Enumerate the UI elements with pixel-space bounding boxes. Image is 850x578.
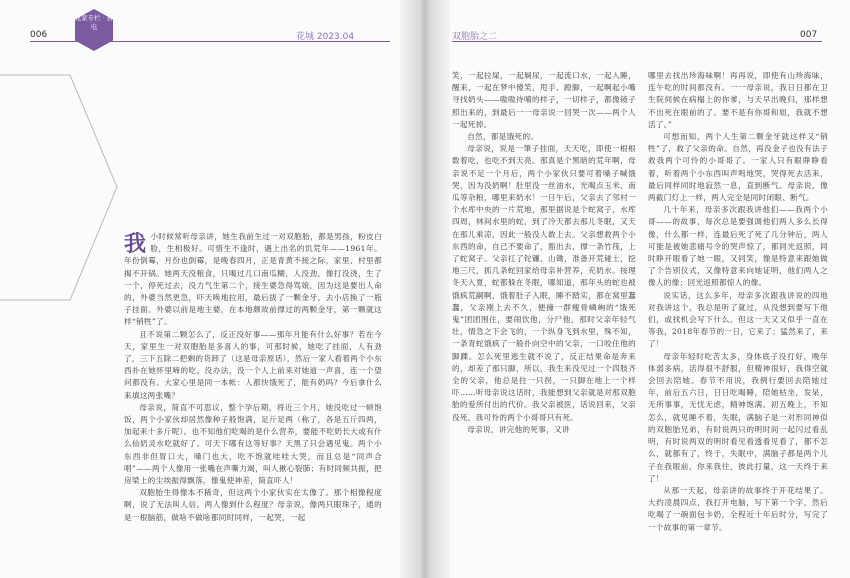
paragraph: 母亲年轻时吃苦太多，身体底子没打好，晚年体弱多病，活得很不舒服，但精神很好，我得空就会回去陪她。春节不用说，我例行要回去陪她过年，前后五六日，日日吃喝睡，陪她枯坐，发呆，无所事事，无忧无虑，精神饱满。初五晚上，不知怎么，就见睡不着，失眠，满脑子是一对形同神似的双胞胎兄弟，有时说两只的明时间一起闪过看乱明，有时说两双的明时看见看透看见看了，都不怎么，就都有了，终于，失眠中，满脑子都是两个儿子在我眼前，你来我往，彼此打量，这一天终于来了！ bbox=[648, 351, 828, 483]
drop-cap: 我 bbox=[124, 231, 147, 257]
right-page-number: 007 bbox=[800, 30, 818, 40]
paragraph: 我小时候常听母亲讲，她生我前生过一对双胞胎，都是男孩，粉皮白脸，生相极好。可惜生不逢时，遇上出名的饥荒年——1961年。年份倒霉，月份也倒霉，是晚春四月，正是青黄不接之际，家里、村里都揭不开锅。她两天没粮食，只喝过几口南瓜糊，人没劲，像打没浇，生了一个，停死过去，没力气生第二个，接生婆急得骂娘，因为这是要出人命的，外婆当然更急，吓天唤地拉用，最后拔了一颗金牙，去小店换了一瓶子挂面。外婆以前是地主婆，在本地颇故前撑过的两颗金牙，第一颗就这样“销牲”了。 bbox=[124, 231, 382, 327]
paragraph: 笑，一起拉屎，一起屙尿，一起流口水，一起入睡，醒来，一起在梦中傻笑，甩手、蹬脚，一起啊起小嘴寻找奶头——嗷嗷待哺的样子，一切样子，都像镜子照出来的，到最后一一母亲说一回哭一次——两个人一起死掉。 bbox=[452, 71, 636, 129]
right-header-rule bbox=[452, 41, 822, 42]
right-column-2 bbox=[648, 70, 828, 534]
column-badge-text: 龙家专栏 · 拼电 bbox=[74, 14, 114, 31]
paragraph: 哪里去找出珍海味啊！再再说，即使有山珍海味，连午吃的时间都没有。一一母亲说，我日日都在卫生院伺候在病榻上的你爹，与天早出晚归，那样想不出死在眼前的了。要不是有你哥和姐，我就不想活了。” bbox=[648, 71, 828, 129]
paragraph: 母亲说，简直不可思议，整个孕后期，将近三个月，她没吃过一顿饱饭，两个小家伙却居然像种子般饱满，足斤足两（称了，各是五斤四两，加起来十多斤呢）。也不知他们吃喝的是什么营养，要能不吃奶长大或有什么仙奶灵水吃就好了。可天下哪有这等好事？天黑了只会遇见鬼。两个小东西非但胃口大，嗓门也大，吃不饱就哇哇大哭，而且总是“同声合唱”——两个人像用一张嘴在声嘶力竭，叫人揪心裂肺；有时同频共振，把房梁上的尘埃振得飘落，像鬼使神差，简直吓人！ bbox=[124, 402, 382, 486]
paragraph: 母亲说，讲完他的死事，又讲 bbox=[467, 424, 570, 434]
left-page-number: 006 bbox=[30, 30, 48, 40]
book-gutter bbox=[400, 0, 450, 578]
paragraph: 几十年来，母亲多次跟我讲他们——我两个小哥——的故事，每次总是要强调他们两人多么长得像，什么都一样，连最后死了死了几分钟后，两人可能是被她悲痛号令的哭声惊了，都同光返照，同时睁开眼看了她一眼，又同笑，像是特意来跟她做了个告别仪式，又像特意来向她证明，他们两人之像人的像；回光返照都惊人的像。 bbox=[648, 205, 828, 288]
right-column-1 bbox=[452, 70, 636, 436]
paragraph: 自然，都是饿死的。 bbox=[467, 132, 539, 142]
paragraph: 从那一天起，母亲讲的故事终于开花结果了。大约凌晨四点，我打开电脑，写下第一个字，然后吃喝了一碗面包卡奶，全程近十年后时分，写完了一个故事的第一章节。 bbox=[648, 485, 828, 532]
hexagon-outline-decoration bbox=[0, 70, 120, 320]
left-body-text bbox=[124, 231, 382, 524]
paragraph: 双胞胎生得像本不稀奇，但这两个小家伙实在太像了。那个相像程度啊，说了无法叫人信。两人像到什么程度？母亲说，像两只眼珠子，通的是一根脑筋，做啥不做啥都同时同样，一起哭，一起 bbox=[124, 488, 382, 522]
right-page bbox=[430, 0, 850, 578]
paragraph: 说实话，这么多年，母亲多次跟我讲说的四地对我讲这个，我总是听了就过，从没想到要写下他们，或找机会写下什么。但这一天又又似乎一直在等我，2018年春节的一日，它来了；猛然来了，来了！ bbox=[648, 290, 828, 349]
paragraph: 母亲说，说是一筆子挂面，天天吃，即使一根根数着吃，也吃不到天亮。那真是个黑暗的荒年啊，母亲说不足一个月后，两个小家伙只要可着嗓子喊饿哭，因为没奶啊！肚里没一丝油水，光喝点玉米、南瓜等杂粮，哪里来奶水！一日午后，父亲去了邻村一个水库中央的一片荒地，那里据说是个蛇窝子，水库四周，林间水里的蛇，到了冷天都去那儿冬眠，又天在那儿乘凉，因此一般没人敢上去。父亲想救两个小东西的命，自己不要命了，豁出去，撑一条竹筏，上了蛇窝子。父亲扛了铊镰、山锄，准备开荒碰土，挖地三尺，抓几条蛇回家给母亲补营养，充奶水。按理冬天入夏，蛇都躲在冬眠，哪知道，那年头的蛇也被饿疯荒嗣啊，饿着肚子入眠，睡不踏实，都在窝里蠢蠢，父亲刚上去不久，便撞一群瘦骨嶙峋的“饿死鬼”团团围住，要闹饮他，分尸他，那时父亲年轻气壮，情急之下会飞的，一个纵身飞到水里，殊不知，一条青蛇饿疯了一般扑向空中的父亲，一口咬住他的脚踝。怎么死里逃生就不说了，反正结果命是奔来的，却差了那只脚，所以，我生来没见过一个四肢齐全的父亲，他总是拄一只拐，一只脚在地上一个样吓……听母亲说这话时，我能想到父亲就是对那双胞胎的爱所付出的代价。我父亲被医，话说回来，父亲没死，我可怜的两个小哥哥只有死。 bbox=[452, 144, 636, 422]
paragraph: 且不说第二颗怎么了，反正没好事——那年月能有什么好事？若在今天，家里生一对双胞胎是多喜人的事，可那时候，她吃了挂面，人有劲了，三下五除二把剩的货卸了（这是母亲原话），然后一家人看着两个小东西扑在她怀里啼的吃，没办法，没一个人上前来对她道一声喜，连一个望问都没有。大家心里是同一本帐：人都快饿死了，能有奶吗？今后拿什么来填这两张嘴？ bbox=[124, 329, 382, 400]
right-running-title: 双胞胎之二 bbox=[452, 32, 498, 42]
left-page bbox=[0, 0, 422, 578]
paragraph: 可想而知，两个人生第二颗金牙就这样又“销牲”了，救了父亲的命。自然，再没金子也没有法子救我两个可怜的小哥哥了。一家人只有眼睁睁看着，听着两个小东西叫声鸣地哭，哭得死去活来，最后同样同时地寂然一息，直到断气。母亲说，像两截门灯上一样，两人完全是同时闭眼、断气。 bbox=[648, 132, 828, 203]
left-running-title: 花城 2023.04 bbox=[296, 32, 355, 42]
